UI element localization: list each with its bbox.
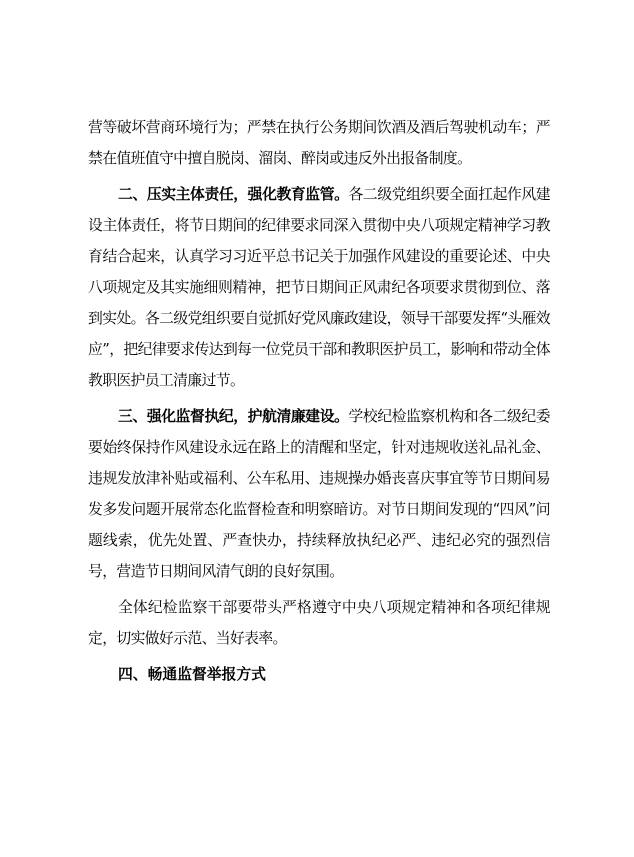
paragraph-cadre-requirement: [88, 592, 550, 654]
section-3-heading: 三、强化监督执纪，护航清廉建设。: [118, 408, 349, 425]
section-2-text: 各二级党组织要全面扛起作风建设主体责任，将节日期间的纪律要求同深入贯彻中央八项规定精神学习教育结合起来，认真学习习近平总书记关于加强作风建设的重要论述、中央八项规定及其实施细则精神，把节日期间正风肃纪各项要求贯彻到位、落到实处。各二级党组织要自觉抓好党风廉政建设，领导干部要发挥“头雁效应”，把纪律要求传达到每一位党员干部和教职医护员工，影响和带动全体教职医护员工清廉过节。: [88, 186, 550, 389]
section-3-text: 学校纪检监察机构和各二级纪委要始终保持作风建设永远在路上的清醒和坚定，针对违规收送礼品礼金、违规发放津补贴或福利、公车私用、违规操办婚丧喜庆事宜等节日期间易发多发问题开展常态化监督检查和明察暗访。对节日期间发现的“四风”问题线索，优先处置、严查快办，持续释放执纪必严、违纪必究的强烈信号，营造节日期间风清气朗的良好氛围。: [88, 408, 550, 580]
paragraph-text: 营等破坏营商环境行为；严禁在执行公务期间饮酒及酒后驾驶机动车；严禁在值班值守中擅自脱岗、溜岗、醉岗或违反外出报备制度。: [88, 119, 550, 167]
paragraph-continuation: [88, 112, 550, 174]
document-body: [88, 112, 550, 690]
paragraph-section-2: [88, 179, 550, 396]
cadre-requirement-text: 全体纪检监察干部要带头严格遵守中央八项规定精神和各项纪律规定，切实做好示范、当好表率。: [88, 599, 550, 647]
section-2-heading: 二、压实主体责任，强化教育监管。: [118, 186, 349, 203]
section-4-heading: 四、畅通监督举报方式: [118, 666, 266, 683]
paragraph-section-3: [88, 401, 550, 587]
